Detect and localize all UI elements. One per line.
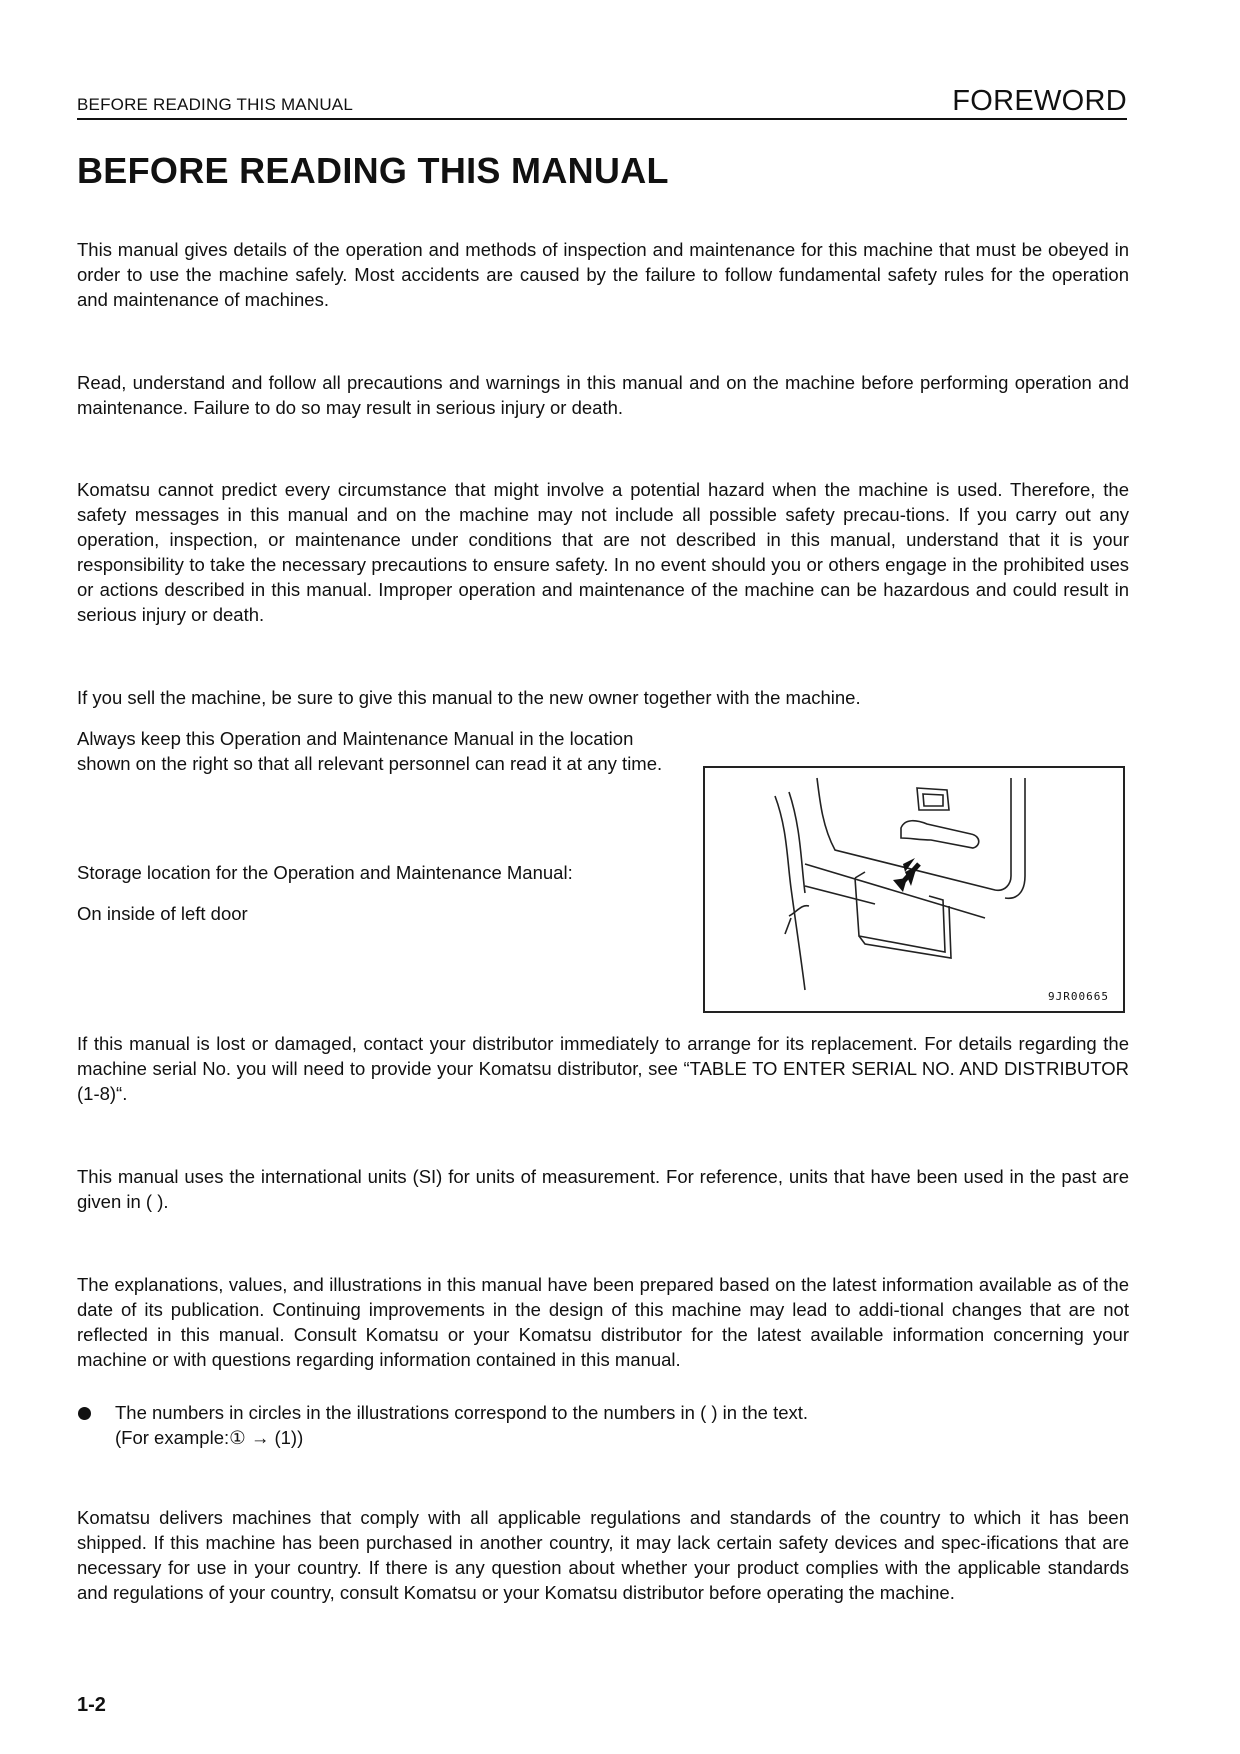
header-chapter: FOREWORD <box>952 85 1127 117</box>
paragraph-sell-machine: If you sell the machine, be sure to give this manual to the new owner together with the machine. <box>77 687 861 708</box>
bullet-circled-numbers: The numbers in circles in the illustrations correspond to the numbers in ( ) in the text. <box>115 1402 809 1423</box>
page-number: 1-2 <box>77 1694 106 1716</box>
page-header <box>77 84 1127 120</box>
paragraph-regulations: Komatsu delivers machines that comply with all applicable regulations and standards of the country to which it has been shipped. If this machine has been purchased in another country, it may lack certain safety devices and spec-ifications that are necessary for use in your country. If there is any question about whether your product complies with the applicable standards and regulations of your country, consult Komatsu or your Komatsu distributor before operating the machine. <box>77 1507 1129 1603</box>
header-section-label: BEFORE READING THIS MANUAL <box>77 95 353 114</box>
paragraph-lost-manual: If this manual is lost or damaged, contact your distributor immediately to arrange for its replacement. For details regarding the machine serial No. you will need to provide your Komatsu distributor, see “TABLE TO ENTER SERIAL NO. AND DISTRIBUTOR (1-8)“. <box>77 1033 1129 1104</box>
manual-storage-figure <box>703 766 1125 1013</box>
figure-code: 9JR00665 <box>1048 990 1109 1003</box>
paragraph-hazards: Komatsu cannot predict every circumstance that might involve a potential hazard when the machine is used. Therefore, the safety messages in this manual and on the machine may not include all possible safety precau-tions. If you carry out any operation, inspection, or maintenance under conditions that are not described in this manual, understand that it is your responsibility to take the necessary precautions to ensure safety. In no event should you or others engage in the prohibited uses or actions described in this manual. Improper operation and maintenance of the machine can be hazardous and could result in serious injury or death. <box>77 479 1129 625</box>
door-manual-storage-icon <box>705 768 1123 1011</box>
bullet-example: (For example:① → (1)) <box>115 1427 304 1448</box>
paragraph-si-units: This manual uses the international units (SI) for units of measurement. For reference, units that have been used in the past are given in ( ). <box>77 1166 1129 1212</box>
page-title: BEFORE READING THIS MANUAL <box>77 150 669 191</box>
paragraph-storage-location: Storage location for the Operation and Maintenance Manual: <box>77 862 573 883</box>
paragraph-latest-information: The explanations, values, and illustrations in this manual have been prepared based on the latest information available as of the date of its publication. Continuing improvements in the design of this machine may lead to addi-tional changes that are not reflected in this manual. Consult Komatsu or your Komatsu distributor for the latest available information concerning your machine or with questions regarding information contained in this manual. <box>77 1274 1129 1370</box>
paragraph-intro: This manual gives details of the operation and methods of inspection and maintenance for this machine that must be obeyed in order to use the machine safely. Most accidents are caused by the failure to follow fundamental safety rules for the operation and maintenance of machines. <box>77 239 1129 310</box>
bullet-dot-icon <box>78 1407 91 1420</box>
paragraph-keep-manual: Always keep this Operation and Maintenance Manual in the location shown on the right so that all relevant personnel can read it at any time. <box>77 728 663 774</box>
paragraph-precautions: Read, understand and follow all precautions and warnings in this manual and on the machine before performing operation and maintenance. Failure to do so may result in serious injury or death. <box>77 372 1129 418</box>
paragraph-storage-door: On inside of left door <box>77 903 248 924</box>
